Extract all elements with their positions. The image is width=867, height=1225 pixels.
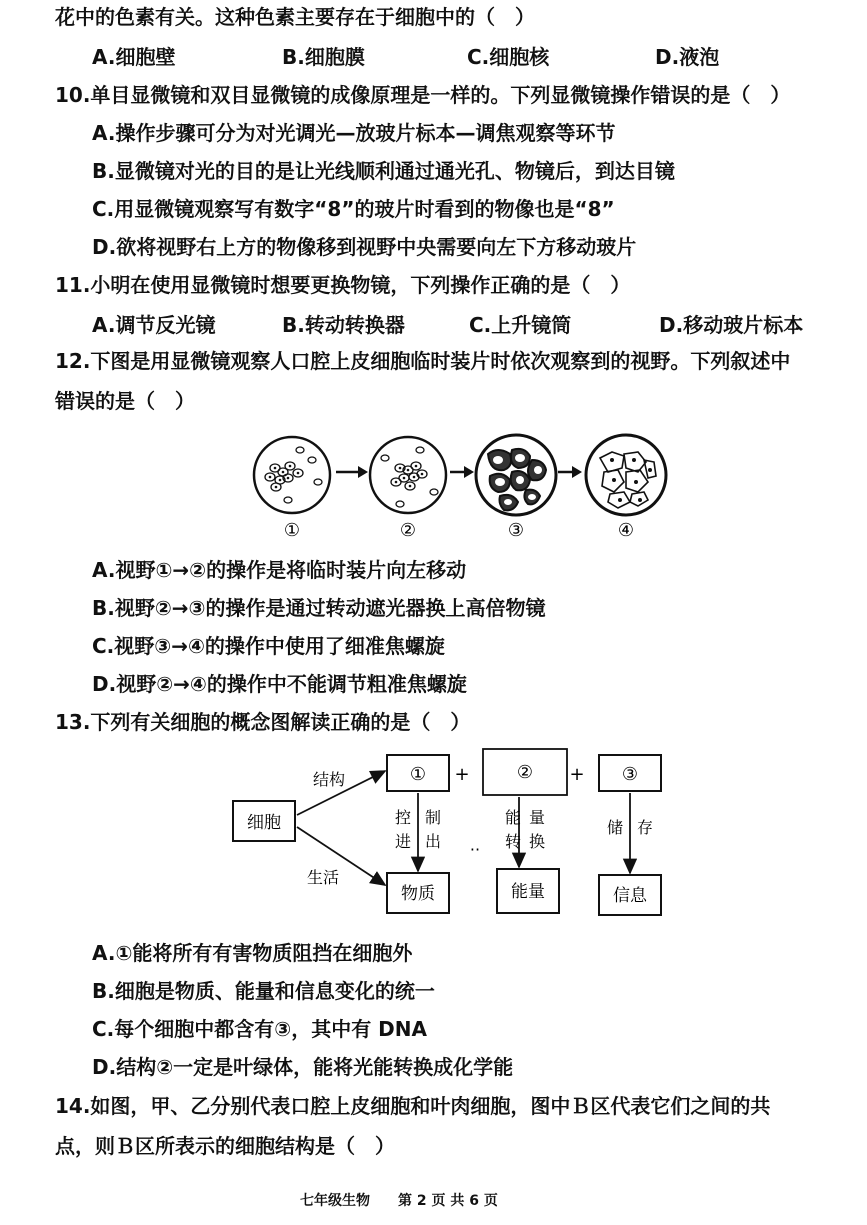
q12-option-c: C.视野③→④的操作中使用了细准焦螺旋 bbox=[92, 634, 445, 658]
q11-option-b: B.转动转换器 bbox=[282, 313, 405, 337]
matter-label: 物质 bbox=[401, 884, 435, 904]
energy-char-1: 能 bbox=[504, 808, 522, 827]
q9-option-c: C.细胞核 bbox=[467, 45, 550, 69]
field-4 bbox=[586, 435, 666, 515]
q12-stem-line2: 错误的是（ ） bbox=[55, 389, 195, 413]
plus-1: + bbox=[454, 764, 470, 785]
store-char-1: 储 bbox=[606, 818, 624, 837]
q12-stem-line1: 12.下图是用显微镜观察人口腔上皮细胞临时装片时依次观察到的视野。下列叙述中 bbox=[55, 349, 791, 373]
q11-stem: 11.小明在使用显微镜时想要更换物镜，下列操作正确的是（ ） bbox=[55, 273, 631, 297]
cell-concept-diagram bbox=[225, 745, 675, 925]
q14-stem-line2: 点，则Ｂ区所表示的细胞结构是（ ） bbox=[55, 1134, 395, 1158]
q10-option-c: C.用显微镜观察写有数字“8”的玻片时看到的物像也是“8” bbox=[92, 197, 615, 221]
q10-option-a: A.操作步骤可分为对光调光—放玻片标本—调焦观察等环节 bbox=[92, 121, 616, 145]
control-char-3: 进 bbox=[394, 832, 412, 851]
figure-label-3: ③ bbox=[507, 520, 525, 541]
q10-stem: 10.单目显微镜和双目显微镜的成像原理是一样的。下列显微镜操作错误的是（ ） bbox=[55, 83, 791, 107]
q12-option-d: D.视野②→④的操作中不能调节粗准焦螺旋 bbox=[92, 672, 467, 696]
cell-label: 细胞 bbox=[247, 813, 281, 833]
microscope-fields-figure bbox=[240, 420, 670, 550]
q11-option-a: A.调节反光镜 bbox=[92, 313, 216, 337]
structure-label: 结构 bbox=[313, 770, 346, 789]
dots: ·· bbox=[469, 840, 481, 859]
arrow-1-2 bbox=[336, 466, 368, 478]
q14-stem-line1: 14.如图，甲、乙分别代表口腔上皮细胞和叶肉细胞，图中Ｂ区代表它们之间的共 bbox=[55, 1094, 771, 1118]
field-2 bbox=[370, 437, 446, 513]
q10-option-b: B.显微镜对光的目的是让光线顺利通过通光孔、物镜后，到达目镜 bbox=[92, 159, 675, 183]
info-label: 信息 bbox=[613, 886, 647, 906]
arrow-3-4 bbox=[558, 466, 582, 478]
energy-label: 能量 bbox=[511, 882, 545, 902]
box-1-label: ① bbox=[409, 764, 427, 785]
q10-option-d: D.欲将视野右上方的物像移到视野中央需要向左下方移动玻片 bbox=[92, 235, 637, 259]
q13-option-d: D.结构②一定是叶绿体，能将光能转换成化学能 bbox=[92, 1055, 514, 1079]
field-3 bbox=[476, 435, 556, 515]
field-1 bbox=[254, 437, 330, 513]
store-char-2: 存 bbox=[636, 818, 654, 837]
q9-option-d: D.液泡 bbox=[655, 45, 720, 69]
q13-option-c: C.每个细胞中都含有③，其中有 DNA bbox=[92, 1017, 427, 1041]
energy-char-4: 换 bbox=[528, 832, 546, 851]
q13-option-b: B.细胞是物质、能量和信息变化的统一 bbox=[92, 979, 435, 1003]
q11-option-c: C.上升镜筒 bbox=[469, 313, 572, 337]
q13-stem: 13.下列有关细胞的概念图解读正确的是（ ） bbox=[55, 710, 471, 734]
q9-option-a: A.细胞壁 bbox=[92, 45, 176, 69]
box-3-label: ③ bbox=[621, 764, 639, 785]
footer-subject: 七年级生物 bbox=[300, 1193, 370, 1209]
q13-option-a: A.①能将所有有害物质阻挡在细胞外 bbox=[92, 941, 413, 965]
q12-option-a: A.视野①→②的操作是将临时装片向左移动 bbox=[92, 558, 467, 582]
energy-char-2: 量 bbox=[528, 808, 546, 827]
figure-label-2: ② bbox=[399, 520, 417, 541]
control-char-1: 控 bbox=[394, 808, 412, 827]
energy-char-3: 转 bbox=[504, 832, 522, 851]
arrow-2-3 bbox=[450, 466, 474, 478]
footer-page: 第 2 页 共 6 页 bbox=[398, 1193, 498, 1209]
control-char-4: 出 bbox=[424, 832, 442, 851]
q9-option-b: B.细胞膜 bbox=[282, 45, 365, 69]
figure-label-1: ① bbox=[283, 520, 301, 541]
q12-option-b: B.视野②→③的操作是通过转动遮光器换上高倍物镜 bbox=[92, 596, 546, 620]
plus-2: + bbox=[569, 764, 585, 785]
box-2-label: ② bbox=[516, 762, 534, 783]
q11-option-d: D.移动玻片标本 bbox=[659, 313, 804, 337]
control-char-2: 制 bbox=[424, 808, 442, 827]
q9-stem-tail: 花中的色素有关。这种色素主要存在于细胞中的（ ） bbox=[55, 5, 535, 29]
figure-label-4: ④ bbox=[617, 520, 635, 541]
life-label: 生活 bbox=[307, 868, 340, 887]
